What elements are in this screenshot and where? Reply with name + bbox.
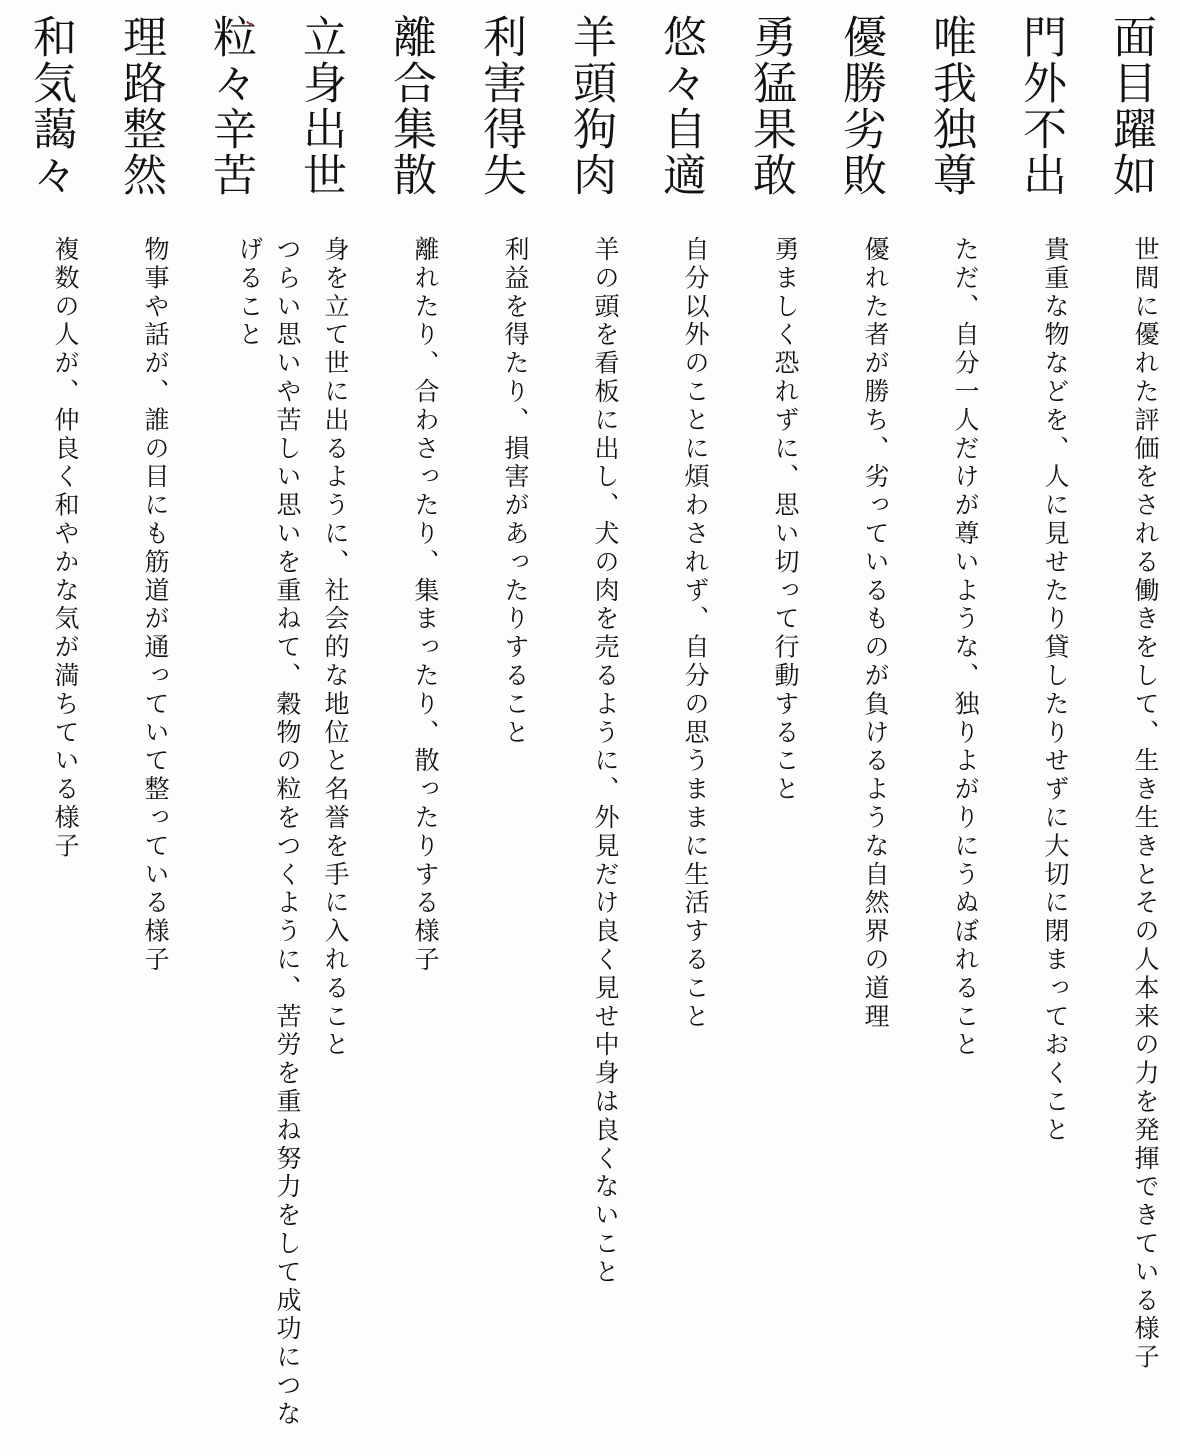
entry-8 [450,0,550,1456]
entry-2 [990,0,1090,1456]
entry-4 [810,0,910,1456]
entry-12 [90,0,190,1456]
entry-term: 立身出世 [295,14,346,198]
entry-definition: 世間に優れた評価をされる働きをして、生き生きとその人本来の力を発揮できている様子 [1131,236,1160,1372]
entry-6 [630,0,730,1456]
entry-definition: つらい思いや苦しい思いを重ねて、穀物の粒をつくように、苦労を重ね努力をして成功につなげること [235,236,302,1429]
entry-definition: 貴重な物などを、人に見せたり貸したりせずに大切に閉まっておくこと [1041,236,1070,1145]
entry-term: 悠々自適 [655,14,706,198]
entry-term: 離合集散 [385,14,436,198]
entry-term: 和気藹々 [25,14,76,198]
entry-term: 面目躍如 [1105,14,1156,198]
entry-11 [180,0,302,1456]
entry-definition: 勇ましく恐れずに、思い切って行動すること [771,236,800,804]
entry-7 [540,0,640,1456]
entry-term: 唯我独尊 [925,14,976,198]
entry-term: 理路整然 [115,14,166,198]
entry-9 [360,0,460,1456]
entry-definition: 離れたり、合わさったり、集まったり、散ったりする様子 [411,236,440,975]
entry-definition: 身を立て世に出るように、社会的な地位と名誉を手に入れること [321,236,350,1060]
entry-3 [900,0,1000,1456]
entry-definition: 物事や話が、誰の目にも筋道が通っていて整っている様子 [141,236,170,975]
entry-definition: ただ、自分一人だけが尊いような、独りよがりにうぬぼれること [951,236,980,1060]
entry-5 [720,0,820,1456]
entry-1 [1080,0,1180,1456]
entry-term: 利害得失 [475,14,526,198]
entry-definition: 利益を得たり、損害があったりすること [501,236,530,748]
entry-definition: 優れた者が勝ち、劣っているものが負けるような自然界の道理 [861,236,890,1032]
entry-term: 羊頭狗肉 [565,14,616,198]
entry-definition: 自分以外のことに煩わされず、自分の思うままに生活すること [681,236,710,1032]
entry-term: 粒々辛苦 [205,14,256,198]
entry-definition: 複数の人が、仲良く和やかな気が満ちている様子 [51,236,80,861]
entry-13 [0,0,100,1456]
entry-term: 門外不出 [1015,14,1066,198]
entry-definition: 羊の頭を看板に出し、犬の肉を売るように、外見だけ良く見せ中身は良くないこと [591,236,620,1287]
entry-term: 勇猛果敢 [745,14,796,198]
entry-term: 優勝劣敗 [835,14,886,198]
